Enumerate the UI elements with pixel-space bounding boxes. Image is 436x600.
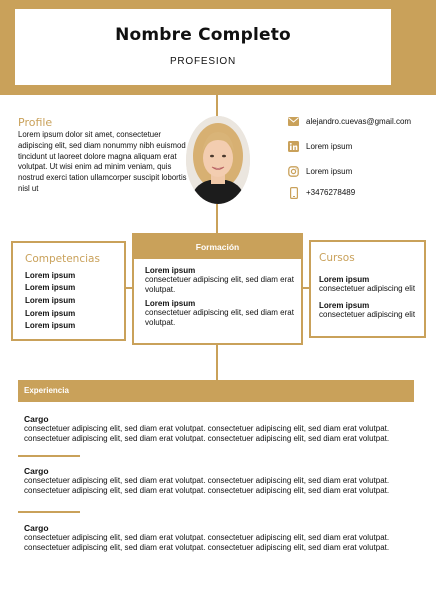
- profession: PROFESION: [169, 56, 237, 67]
- education-entry-name: Lorem ipsum: [145, 266, 196, 275]
- experience-line: consectetuer adipiscing elit, sed diam erat volutpat. consectetuer adipiscing elit, sed diam erat volutpat.: [24, 424, 390, 433]
- skill-item: Lorem ipsum: [25, 296, 76, 306]
- education-box: [132, 233, 303, 345]
- connector-experience: [216, 345, 218, 380]
- experience-title: Experiencia: [18, 380, 414, 402]
- experience-line: consectetuer adipiscing elit, sed diam erat volutpat. consectetuer adipiscing elit, sed diam erat volutpat.: [24, 434, 390, 443]
- instagram-icon: [288, 166, 299, 177]
- experience-divider: [18, 511, 80, 513]
- experience-line: consectetuer adipiscing elit, sed diam erat volutpat. consectetuer adipiscing elit, sed diam erat volutpat.: [24, 476, 390, 485]
- contact-email[interactable]: [288, 116, 411, 127]
- education-entry-text: consectetuer adipiscing elit, sed diam erat volutpat.: [145, 275, 294, 294]
- courses-box: [309, 240, 426, 338]
- courses-title: Cursos: [319, 252, 355, 264]
- education-title: Formación: [134, 235, 301, 259]
- course-entry-name: Lorem ipsum: [319, 301, 370, 310]
- experience-line: consectetuer adipiscing elit, sed diam erat volutpat. consectetuer adipiscing elit, sed diam erat volutpat.: [24, 543, 390, 552]
- experience-entry: [24, 466, 419, 496]
- skill-item: Lorem ipsum: [25, 321, 76, 331]
- contact-phone-text: +3476278489: [306, 188, 356, 197]
- connector-photo: [216, 202, 218, 233]
- experience-entry: [24, 523, 419, 553]
- experience-role: Cargo: [24, 414, 49, 424]
- course-entry-text: consectetuer adipiscing elit: [319, 284, 416, 293]
- experience-line: consectetuer adipiscing elit, sed diam erat volutpat. consectetuer adipiscing elit, sed diam erat volutpat.: [24, 486, 390, 495]
- linkedin-icon: [288, 141, 299, 152]
- education-entry-text: consectetuer adipiscing elit, sed diam erat volutpat.: [145, 308, 294, 327]
- profile-title: Profile: [18, 116, 53, 129]
- portrait-illustration: [186, 116, 250, 204]
- experience-divider: [18, 455, 80, 457]
- experience-line: consectetuer adipiscing elit, sed diam erat volutpat. consectetuer adipiscing elit, sed diam erat volutpat.: [24, 533, 390, 542]
- contact-email-text: alejandro.cuevas@gmail.com: [306, 117, 412, 126]
- phone-icon: [288, 187, 299, 198]
- skill-item: Lorem ipsum: [25, 283, 76, 293]
- contact-linkedin[interactable]: [288, 141, 352, 152]
- contact-phone[interactable]: [288, 187, 355, 198]
- connector-top: [216, 95, 218, 116]
- skills-title: Competencias: [25, 253, 100, 265]
- envelope-icon: [288, 116, 299, 127]
- skill-item: Lorem ipsum: [25, 308, 76, 318]
- experience-role: Cargo: [24, 523, 49, 533]
- experience-role: Cargo: [24, 466, 49, 476]
- contact-linkedin-text: Lorem ipsum: [306, 142, 353, 151]
- full-name: Nombre Completo: [115, 25, 291, 45]
- profile-photo: [186, 116, 250, 204]
- experience-entry: [24, 414, 419, 444]
- profile-section: [18, 116, 188, 195]
- education-entry-name: Lorem ipsum: [145, 299, 196, 308]
- course-entry-name: Lorem ipsum: [319, 275, 370, 284]
- skills-box: [11, 241, 126, 341]
- course-entry-text: consectetuer adipiscing elit: [319, 310, 416, 319]
- contact-instagram[interactable]: [288, 166, 352, 177]
- skill-item: Lorem ipsum: [25, 270, 76, 280]
- contact-instagram-text: Lorem ipsum: [306, 167, 353, 176]
- education-body: [134, 259, 301, 328]
- profile-text: Lorem ipsum dolor sit amet, consectetuer adipiscing elit, sed diam nonummy nibh euismod tincidunt ut laoreet dolore magna aliquam erat volutpat. Ut wisi enim ad minim veniam, quis nostrud exerci tation ullamcorper suscipit lobortis nisl ut: [18, 130, 187, 193]
- name-box: [15, 9, 391, 85]
